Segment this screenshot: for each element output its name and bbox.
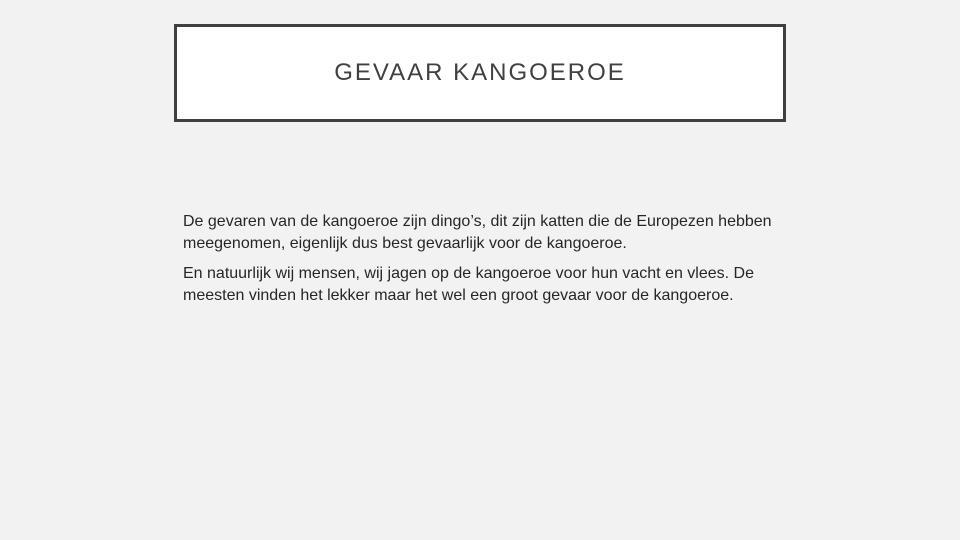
body-paragraph-dangers: De gevaren van de kangoeroe zijn dingo’s, dit zijn katten die de Europezen hebben meegenomen, eigenlijk dus best gevaarlijk voor de kangoeroe. [183,213,772,252]
slide-body [183,211,783,315]
title-box [174,24,786,122]
slide-title: GEVAAR KANGOEROE [334,59,626,86]
body-paragraph-humans: En natuurlijk wij mensen, wij jagen op de kangoeroe voor hun vacht en vlees. De meesten vinden het lekker maar het wel een groot gevaar voor de kangoeroe. [183,265,754,304]
